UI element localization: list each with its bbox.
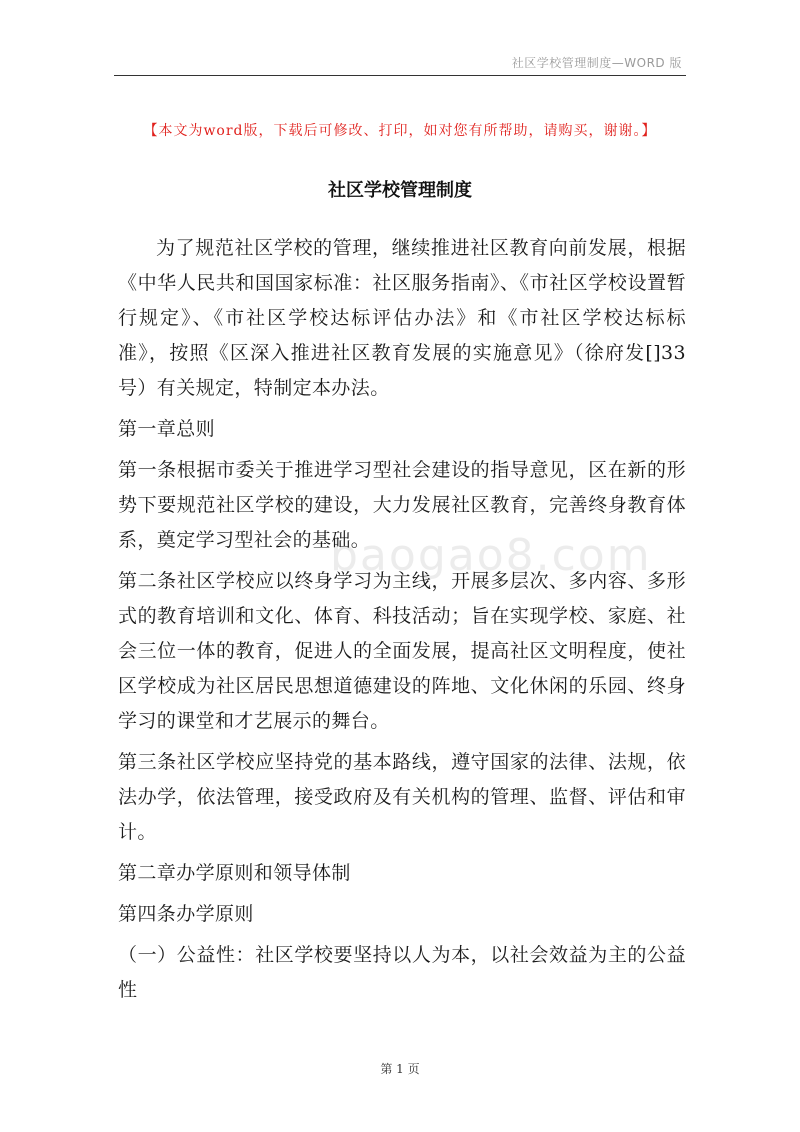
chapter-heading: 第二章办学原则和领导体制: [118, 862, 351, 884]
article-paragraph: 第三条社区学校应坚持党的基本路线，遵守国家的法律、法规，依法办学，依法管理，接受政府及有关机构的管理、监督、评估和审计。: [118, 751, 686, 843]
chapter-heading: 第一章总则: [118, 418, 216, 440]
list-item: （一）公益性：社区学校要坚持以人为本，以社会效益为主的公益性: [118, 944, 686, 1001]
download-notice: 【本文为word版，下载后可修改、打印，如对您有所帮助，请购买，谢谢。】: [143, 123, 657, 139]
paragraph-preamble: 为了规范社区学校的管理，继续推进社区教育向前发展，根据《中华人民共和国国家标准：社区服务指南》、《市社区学校设置暂行规定》、《市社区学校达标评估办法》和《市社区学校达标标准》，按照《区深入推进社区教育发展的实施意见》（徐府发[]33号）有关规定，特制定本办法。: [118, 237, 686, 399]
document-title: 社区学校管理制度: [328, 180, 472, 201]
article-paragraph: 第二条社区学校应以终身学习为主线，开展多层次、多内容、多形式的教育培训和文化、体育、科技活动；旨在实现学校、家庭、社会三位一体的教育，促进人的全面发展，提高社区文明程度，使社区学校成为社区居民思想道德建设的阵地、文化休闲的乐园、终身学习的课堂和才艺展示的舞台。: [118, 570, 686, 732]
article-heading: 第四条办学原则: [118, 903, 254, 925]
page-number: 第 1 页: [380, 1062, 420, 1076]
header-divider: [114, 75, 686, 76]
article-paragraph: 第一条根据市委关于推进学习型社会建设的指导意见，区在新的形势下要规范社区学校的建设，大力发展社区教育，完善终身教育体系，奠定学习型社会的基础。: [118, 459, 686, 551]
running-header: 社区学校管理制度—WORD 版: [511, 56, 682, 70]
document-body: [118, 231, 686, 1008]
watermark: baogao8.com: [330, 530, 652, 581]
